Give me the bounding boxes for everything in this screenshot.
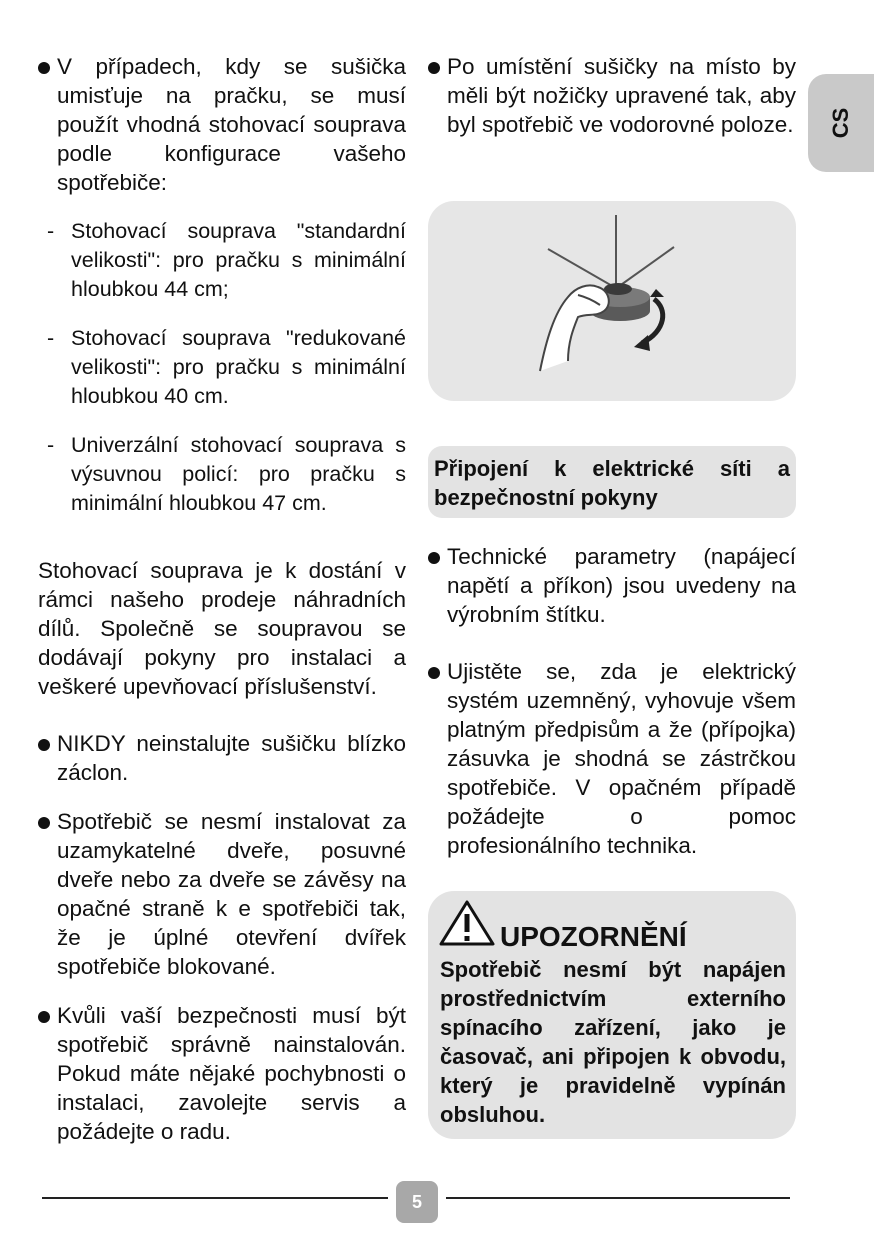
bullet-dot-icon (428, 62, 440, 74)
leveling-foot-icon (428, 201, 796, 401)
dash-item: - Stohovací souprava "standardní velikosti": pro pračku s minimální hloubkou 44 cm; (47, 219, 406, 301)
warning-box (428, 891, 796, 1139)
section-heading-box (428, 446, 796, 518)
section-heading: Připojení k elektrické síti a bezpečnostní pokyny (434, 456, 790, 510)
bullet-dot-icon (38, 1011, 50, 1023)
left-column (38, 52, 406, 1146)
language-tab (808, 74, 874, 172)
warning-title: UPOZORNĚNÍ (500, 921, 687, 952)
right-column-top (428, 52, 796, 139)
bullet-dot-icon (38, 817, 50, 829)
bullet-dot-icon (38, 62, 50, 74)
warning-text: Spotřebič nesmí být napájen prostřednictvím externího spínacího zařízení, jako je časovač, ani připojen k obvodu, který je pravidelně vypínán obsluhou. (440, 957, 786, 1127)
list-item: Kvůli vaší bezpečnosti musí být spotřebič správně nainstalován. Pokud máte nějaké pochybnosti o instalaci, zavolejte servis a požádejte o radu. (38, 1001, 406, 1146)
list-item: Spotřebič se nesmí instalovat za uzamykatelné dveře, posuvné dveře nebo za dveře se závěsy na opačné straně k e spotřebiči tak, že je úplné otevření dvířek spotřebiče blokované. (38, 807, 406, 981)
bullet-dot-icon (428, 552, 440, 564)
footer-divider-right (446, 1197, 790, 1199)
intro-bullet: V případech, kdy se sušička umisťuje na pračku, se musí použít vhodná stohovací souprava podle konfigurace vašeho spotřebiče: (38, 52, 406, 197)
right-column-bullets (428, 542, 796, 860)
bullet-dot-icon (428, 667, 440, 679)
stacking-kit-paragraph: Stohovací souprava je k dostání v rámci našeho prodeje náhradních dílů. Společně se soupravou se dodávají pokyny pro instalaci a veškeré upevňovací příslušenství. (38, 558, 406, 699)
list-item: NIKDY neinstalujte sušičku blízko záclon. (38, 729, 406, 787)
dash-item: - Stohovací souprava "redukované velikosti": pro pračku s minimální hloubkou 40 cm. (47, 326, 406, 408)
page-number: 5 (396, 1181, 438, 1223)
list-item: Technické parametry (napájecí napětí a příkon) jsou uvedeny na výrobním štítku. (428, 542, 796, 629)
dash-item: - Univerzální stohovací souprava s výsuvnou policí: pro pračku s minimální hloubkou 47 cm. (47, 433, 406, 515)
foot-adjustment-illustration (428, 201, 796, 401)
footer-divider-left (42, 1197, 388, 1199)
bullet-dot-icon (38, 739, 50, 751)
list-item: Ujistěte se, zda je elektrický systém uzemněný, vyhovuje všem platným předpisům a že (přípojka) zásuvka je shodná se zástrčkou spotřebiče. V opačném případě požádejte o pomoc profesionálního technika. (428, 657, 796, 860)
warning-triangle-icon (438, 899, 496, 947)
language-tab-label: CS (828, 107, 853, 139)
list-item: Po umístění sušičky na místo by měli být nožičky upravené tak, aby byl spotřebič ve vodorovné poloze. (428, 52, 796, 139)
